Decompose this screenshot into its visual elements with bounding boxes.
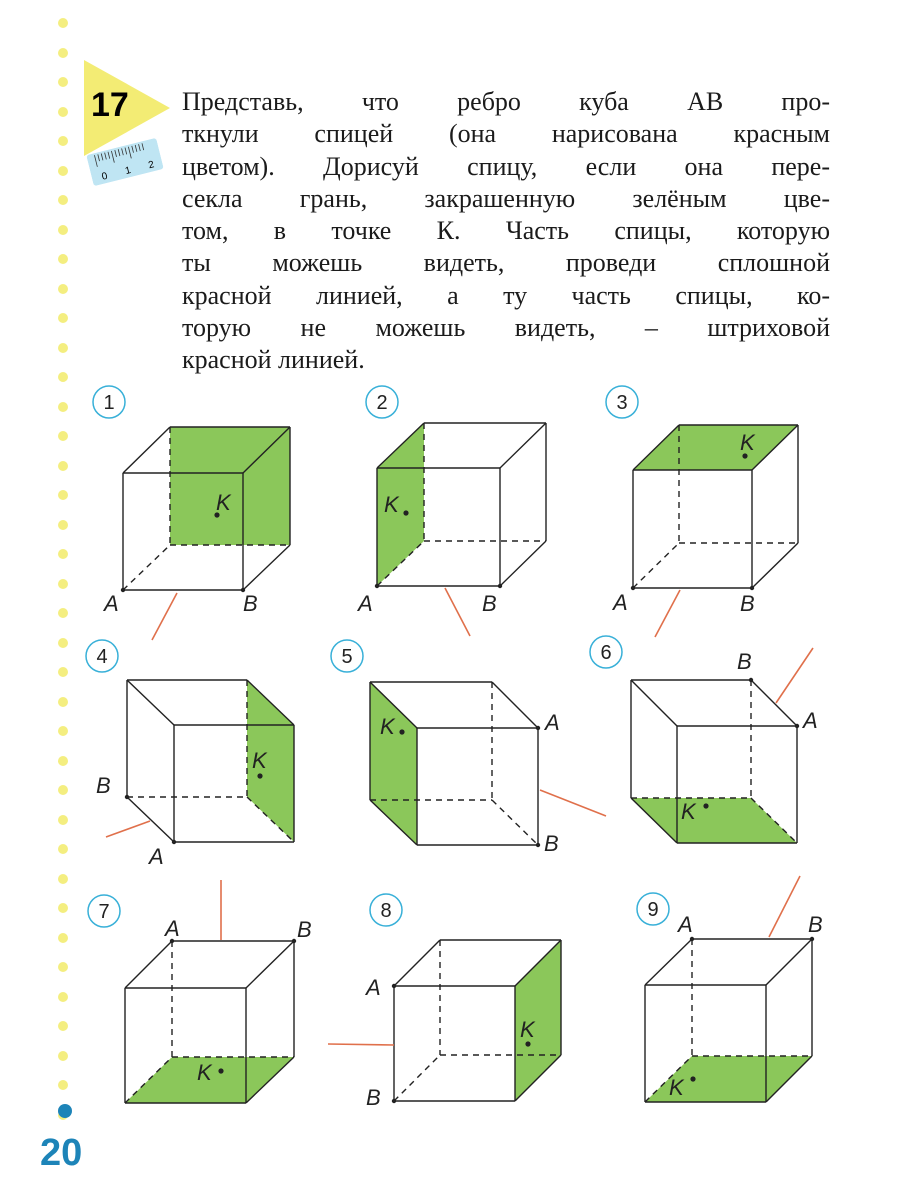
label-a: A <box>165 916 180 941</box>
label-k: K <box>384 492 399 517</box>
point-b <box>536 843 540 847</box>
label-a: A <box>104 591 119 616</box>
green-face <box>633 425 798 470</box>
point-k <box>703 803 708 808</box>
point-b <box>810 937 814 941</box>
figure-7 <box>88 880 312 1103</box>
label-a: A <box>358 591 373 616</box>
point-b <box>125 795 129 799</box>
figure-3 <box>606 386 798 637</box>
task-text-line: красной линией, а ту часть спицы, ко- <box>182 280 830 310</box>
figure-number: 9 <box>647 899 659 921</box>
point-k <box>690 1076 695 1081</box>
cube-edge <box>766 939 812 985</box>
label-k: K <box>380 714 395 739</box>
cube-edge <box>246 941 294 988</box>
hidden-edge <box>492 800 538 845</box>
cube-edge <box>752 543 798 588</box>
point-a <box>121 588 125 592</box>
cube-edge <box>751 680 797 726</box>
label-b: B <box>737 649 752 674</box>
point-a <box>392 984 396 988</box>
point-a <box>795 724 799 728</box>
cube-edge <box>394 940 440 986</box>
label-k: K <box>520 1017 535 1042</box>
cube-edge <box>125 941 172 988</box>
figure-number: 8 <box>380 900 392 922</box>
cube-edge <box>645 939 692 985</box>
cube-edge <box>243 545 290 590</box>
red-spoke <box>328 1044 394 1045</box>
red-spoke <box>655 590 680 637</box>
figure-number: 2 <box>376 392 388 414</box>
label-b: B <box>366 1085 381 1110</box>
task-text-line: цветом). Дорисуй спицу, если она пере- <box>182 151 830 181</box>
cube-edge <box>127 680 174 725</box>
point-b <box>750 586 754 590</box>
point-b <box>749 678 753 682</box>
green-face <box>370 682 417 845</box>
label-a: A <box>803 708 818 733</box>
point-b <box>498 584 502 588</box>
task-text-line: Представь, что ребро куба AB про- <box>182 87 830 116</box>
figure-number: 7 <box>98 901 110 923</box>
ruler-tick-1: 1 <box>124 165 133 178</box>
page-number: 20 <box>40 1132 83 1174</box>
red-spoke <box>152 593 177 640</box>
label-k: K <box>216 490 231 515</box>
figure-number: 5 <box>341 646 353 668</box>
label-b: B <box>482 591 497 616</box>
task-number: 17 <box>91 86 129 124</box>
red-spoke <box>540 790 606 816</box>
label-b: B <box>243 591 258 616</box>
task-text-line: красной линией. <box>182 345 365 375</box>
red-spoke <box>106 821 150 837</box>
label-k: K <box>252 748 267 773</box>
figure-6 <box>590 636 818 843</box>
task-text-line: том, в точке К. Часть спицы, которую <box>182 216 830 246</box>
page-number-dot <box>58 1104 72 1118</box>
label-k: K <box>740 430 755 455</box>
label-b: B <box>96 773 111 798</box>
cube-edge <box>127 797 174 842</box>
label-b: B <box>740 591 755 616</box>
label-b: B <box>297 917 312 942</box>
point-a <box>172 840 176 844</box>
ruler-tick-0: 0 <box>100 170 109 183</box>
point-a <box>690 937 694 941</box>
label-b: B <box>544 831 559 856</box>
hidden-edge <box>633 543 679 588</box>
point-a <box>631 586 635 590</box>
cube-edge <box>631 680 677 726</box>
task-text-line: ты можешь видеть, проведи сплошной <box>182 248 830 278</box>
red-spoke <box>445 588 470 636</box>
point-k <box>403 510 408 515</box>
figure-number: 1 <box>103 392 115 414</box>
hidden-edge <box>394 1055 440 1101</box>
label-k: K <box>681 799 696 824</box>
figure-8 <box>328 894 561 1110</box>
point-k <box>257 773 262 778</box>
cube-edge <box>492 682 538 728</box>
label-a: A <box>613 590 628 615</box>
figure-4 <box>86 640 294 869</box>
figure-number: 4 <box>96 646 108 668</box>
label-k: K <box>669 1075 684 1100</box>
point-k <box>399 729 404 734</box>
figure-number: 6 <box>600 642 612 664</box>
figure-1 <box>93 386 290 640</box>
task-text-line: торую не можешь видеть, – штриховой <box>182 313 830 343</box>
red-spoke <box>776 648 813 703</box>
hidden-edge <box>123 545 170 590</box>
cube-edge <box>500 423 546 468</box>
label-a: A <box>678 912 693 937</box>
figure-2 <box>356 386 546 636</box>
point-a <box>375 584 379 588</box>
label-b: B <box>808 912 823 937</box>
label-k: K <box>197 1060 212 1085</box>
task-text-line: секла грань, закрашенную зелёным цве- <box>182 183 830 213</box>
figure-number: 3 <box>616 392 628 414</box>
label-a: A <box>149 844 164 869</box>
point-k <box>525 1041 530 1046</box>
figure-5 <box>331 640 606 856</box>
figure-9 <box>637 876 823 1102</box>
cube-edge <box>500 541 546 586</box>
point-b <box>392 1099 396 1103</box>
point-a <box>536 726 540 730</box>
ruler-tick-2: 2 <box>147 159 156 172</box>
green-face <box>631 798 797 843</box>
point-b <box>292 939 296 943</box>
point-k <box>218 1068 223 1073</box>
red-spoke <box>769 876 800 937</box>
task-text-line: ткнули спицей (она нарисована красным <box>182 119 830 149</box>
cube-edge <box>123 427 170 473</box>
label-a: A <box>366 975 381 1000</box>
label-a: A <box>545 710 560 735</box>
